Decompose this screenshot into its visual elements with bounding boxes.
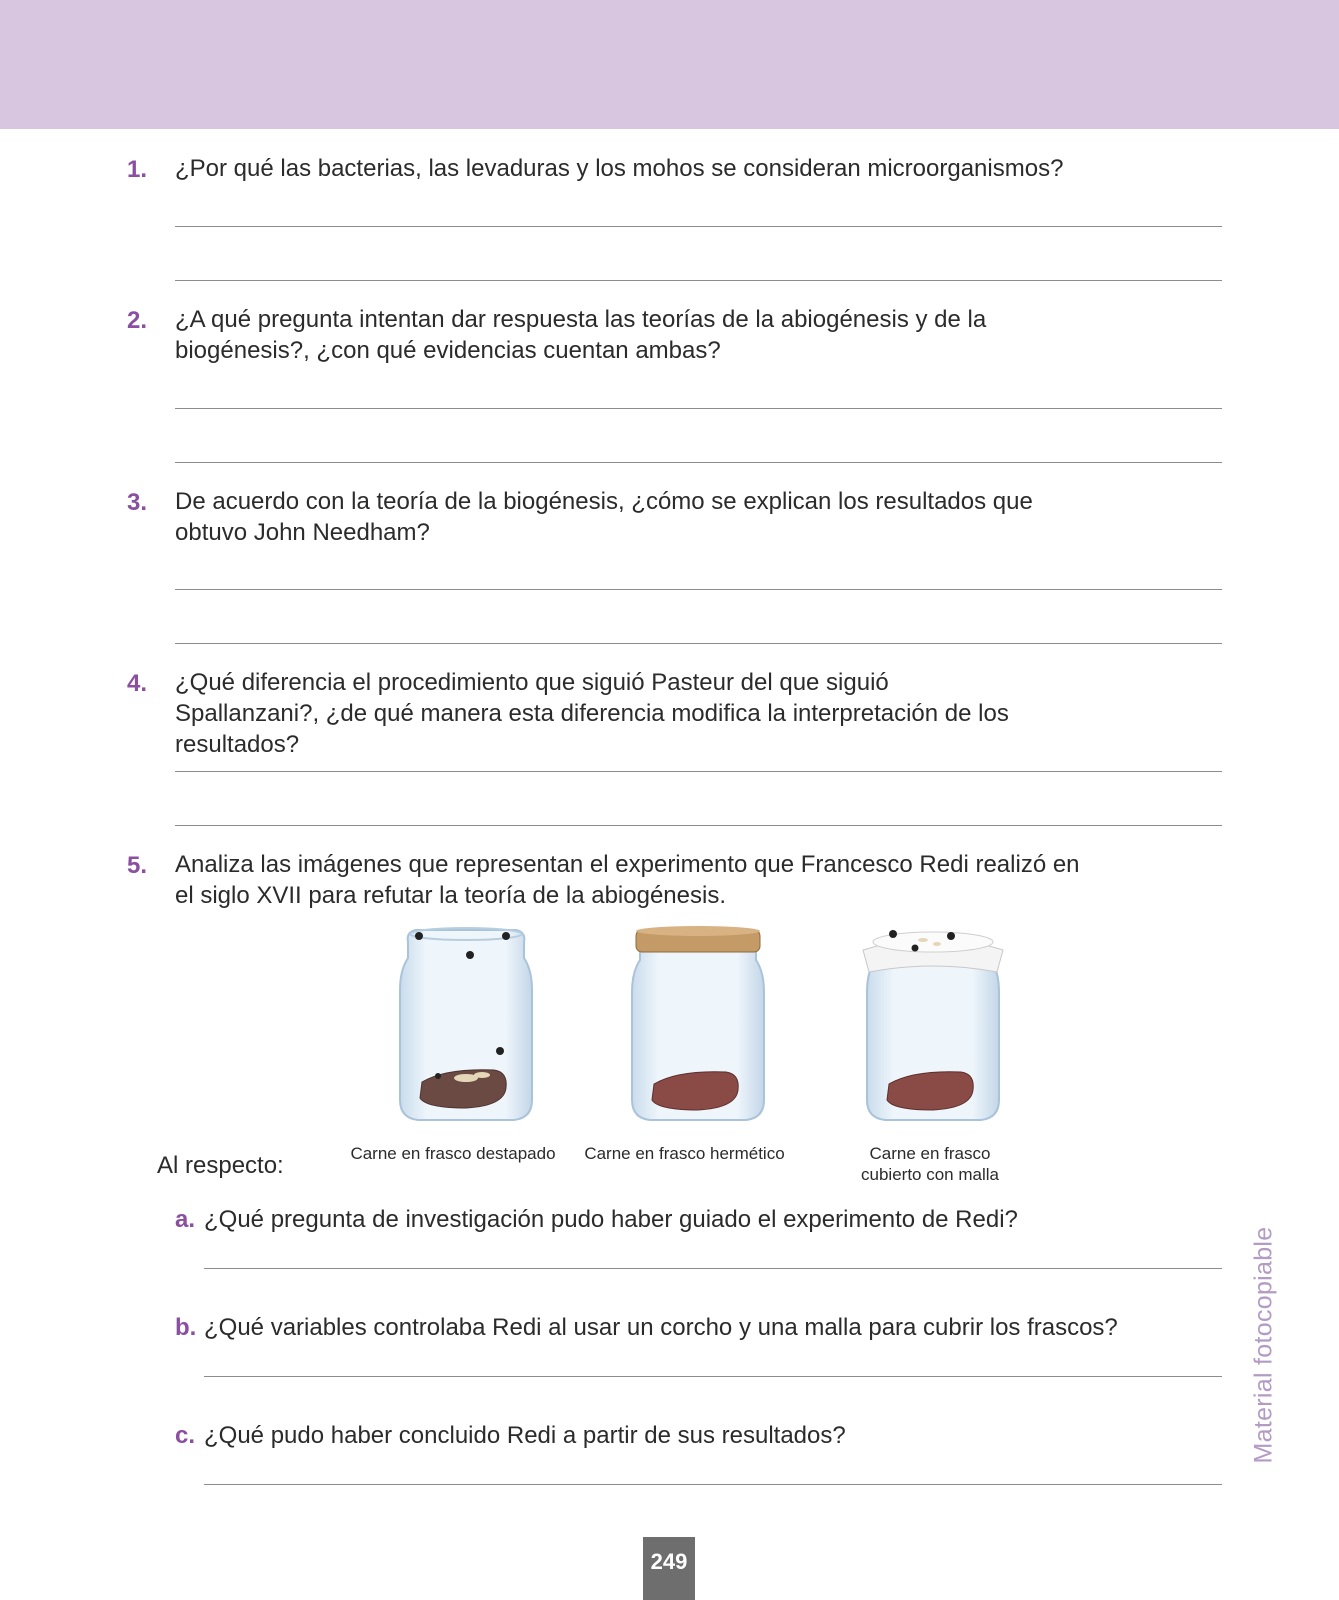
question-number: 3. <box>127 489 148 516</box>
mesh-covered-jar-illustration <box>853 920 1013 1130</box>
figure-caption: Carne en frasco destapado <box>350 1144 556 1163</box>
answer-line <box>175 771 1222 772</box>
side-label-text: Material fotocopiable <box>1249 1226 1278 1463</box>
question-number: 4. <box>127 670 148 697</box>
header-band <box>0 0 1339 129</box>
figure-caption: Carne en frasco cubierto con malla <box>861 1144 999 1184</box>
answer-line <box>175 280 1222 281</box>
sealed-jar-illustration <box>618 920 778 1130</box>
answer-line <box>175 589 1222 590</box>
open-jar-illustration <box>386 920 546 1130</box>
answer-line <box>204 1376 1222 1377</box>
answer-line <box>204 1268 1222 1269</box>
question-text: ¿A qué pregunta intentan dar respuesta las teorías de la abiogénesis y de la biogénesis?, ¿con qué evidencias cuentan ambas? <box>175 306 987 364</box>
subquestion-text: ¿Qué pudo haber concluido Redi a partir de sus resultados? <box>204 1422 846 1449</box>
page-number: 249 <box>650 1549 688 1574</box>
question-number: 5. <box>127 852 148 879</box>
subquestion-text: ¿Qué variables controlaba Redi al usar un corcho y una malla para cubrir los frascos? <box>204 1314 1118 1341</box>
page-number-box <box>643 1537 695 1600</box>
answer-line <box>175 643 1222 644</box>
question-text: ¿Qué diferencia el procedimiento que siguió Pasteur del que siguió Spallanzani?, ¿de qué manera esta diferencia modifica la interpretación de los resultados? <box>175 669 1009 758</box>
subquestion-letter: b. <box>175 1314 197 1341</box>
al-respecto-label: Al respecto: <box>157 1152 284 1179</box>
figure-caption: Carne en frasco hermético <box>584 1144 785 1163</box>
question-text: Analiza las imágenes que representan el experimento que Francesco Redi realizó en el siglo XVII para refutar la teoría de la abiogénesis. <box>175 851 1080 909</box>
answer-line <box>175 408 1222 409</box>
answer-line <box>175 226 1222 227</box>
question-number: 2. <box>127 307 148 334</box>
side-label <box>1249 1226 1278 1463</box>
answer-line <box>175 462 1222 463</box>
subquestion-letter: c. <box>175 1422 196 1449</box>
question-text: De acuerdo con la teoría de la biogénesis, ¿cómo se explican los resultados que obtuvo John Needham? <box>175 488 1033 546</box>
answer-line <box>204 1484 1222 1485</box>
question-text: ¿Por qué las bacterias, las levaduras y los mohos se consideran microorganismos? <box>175 155 1064 182</box>
subquestion-letter: a. <box>175 1206 196 1233</box>
answer-line <box>175 825 1222 826</box>
question-number: 1. <box>127 156 148 183</box>
subquestion-text: ¿Qué pregunta de investigación pudo haber guiado el experimento de Redi? <box>204 1206 1018 1233</box>
